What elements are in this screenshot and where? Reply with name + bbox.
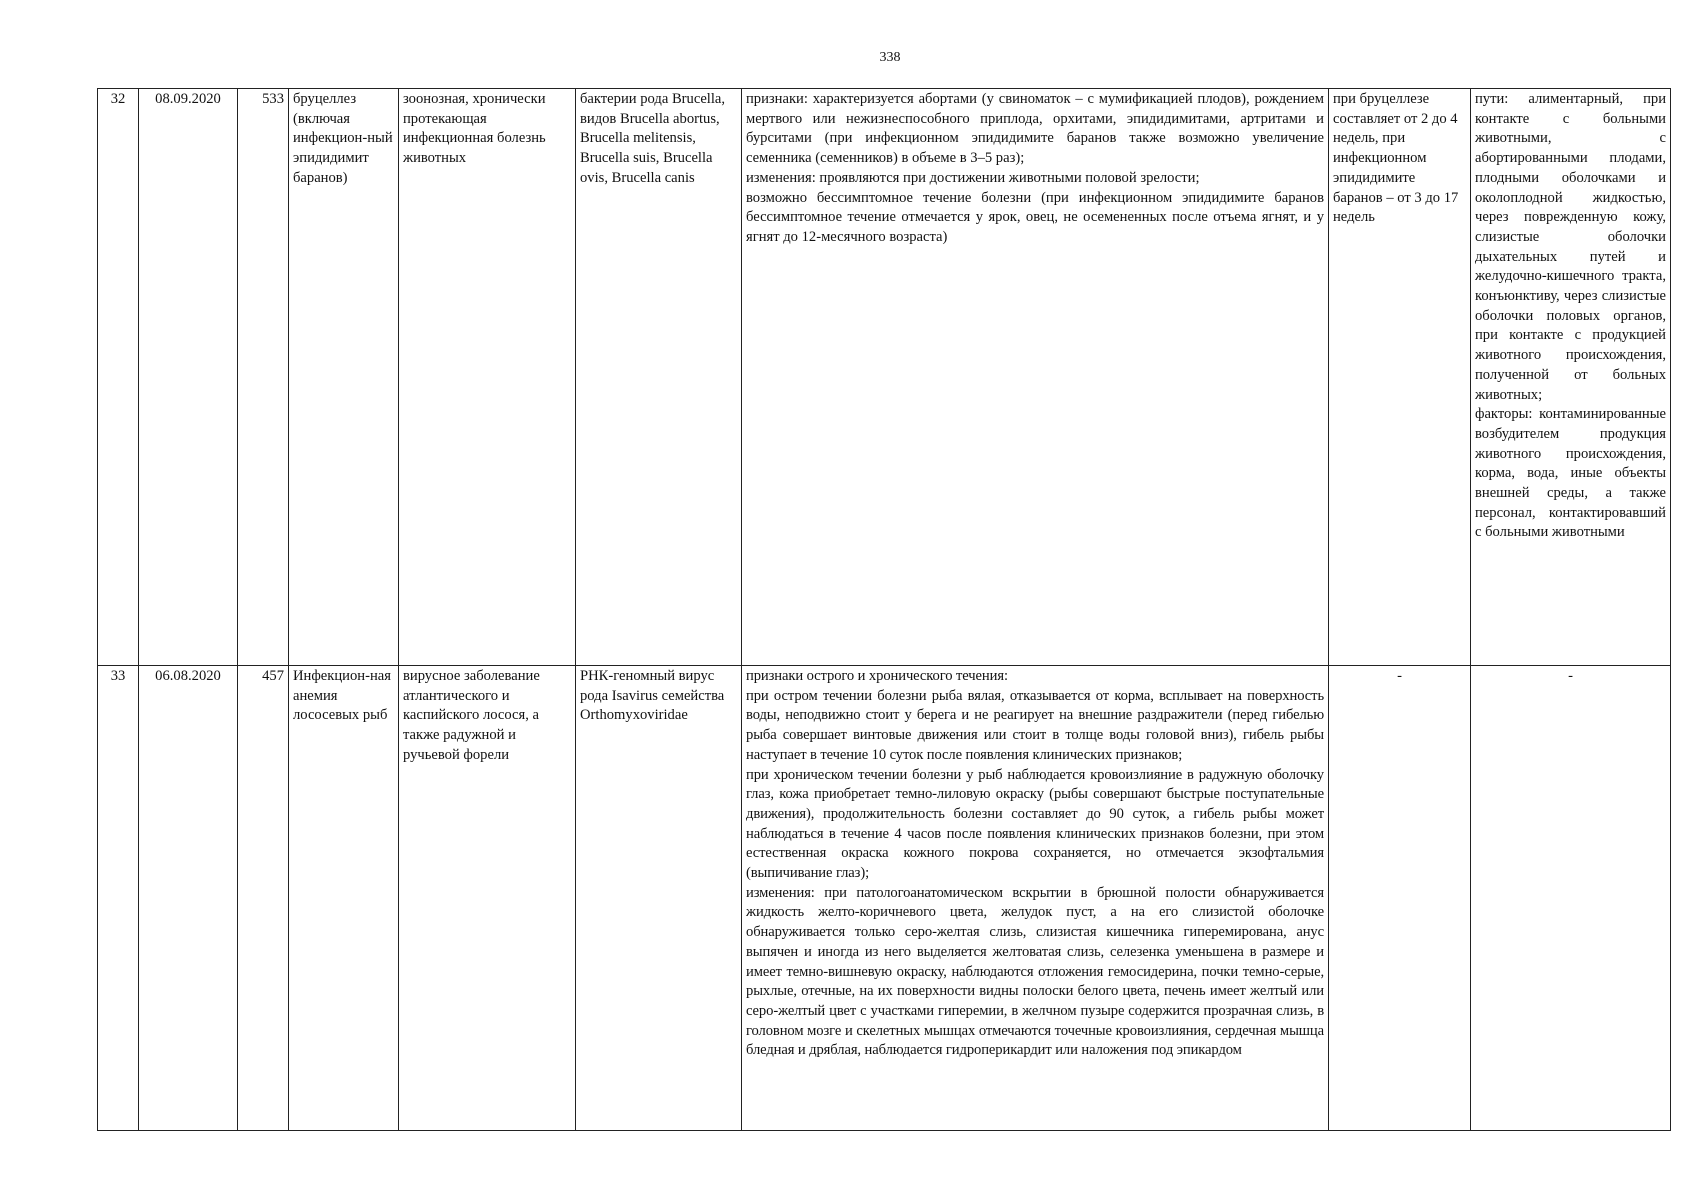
incubation-period: при бруцеллезе составляет от 2 до 4 недель, при инфекционном эпидидимите баранов – от 3 до 17 недель xyxy=(1329,89,1471,666)
incubation-period: - xyxy=(1329,666,1471,1131)
clinical-signs xyxy=(742,89,1329,666)
transmission-paragraph: пути: алиментарный, при контакте с больными животными, с абортированными плодами, плодными оболочками и околоплодной жидкостью, через поврежденную кожу, слизистые оболочки дыхательных путей и желудочно-кишечного тракта, конъюнктиву, через слизистые оболочки половых органов, при контакте с продукцией животного происхождения, полученной от больных животных; xyxy=(1475,91,1666,403)
transmission xyxy=(1471,89,1671,666)
transmission xyxy=(1471,666,1671,1131)
causative-agent: РНК-геномный вирус рода Isavirus семейства Orthomyxoviridae xyxy=(576,666,742,1131)
transmission-paragraph: - xyxy=(1568,668,1573,684)
order-number: 457 xyxy=(238,666,289,1131)
order-number: 533 xyxy=(238,89,289,666)
page-number: 338 xyxy=(879,50,901,65)
signs-paragraph: возможно бессимптомное течение болезни (при инфекционном эпидидимите баранов бессимптомное течение отмечается у ярок, овец, не осемененных после отъема ягнят, и у ягнят до 12-месячного возраста) xyxy=(746,189,1324,245)
signs-paragraph: при хроническом течении болезни у рыб наблюдается кровоизлияние в радужную оболочку глаз, кожа приобретает темно-лиловую окраску (рыбы совершают быстрые поступательные движения), продолжительность болезни составляет до 90 суток, а гибель рыбы может наблюдаться в течение 4 часов после появления клинических признаков болезни, при этом естественная окраска кожного покрова сохраняется, но отмечается экзофтальмия (выпичивание глаз); xyxy=(746,766,1324,882)
order-date: 06.08.2020 xyxy=(139,666,238,1131)
row-number: 33 xyxy=(98,666,139,1131)
signs-paragraph: признаки: характеризуется абортами (у свиноматок – с мумификацией плодов), рождением мертвого или нежизнеспособного приплода, орхитами, эпидидимитами, артритами и бурситами (при инфекционном эпидидимите баранов также возможно увеличение семенника (семенников) в объеме в 3–5 раз); xyxy=(746,91,1324,167)
row-number: 32 xyxy=(98,89,139,666)
order-date: 08.09.2020 xyxy=(139,89,238,666)
causative-agent: бактерии рода Brucella, видов Brucella abortus, Brucella melitensis, Brucella suis, Brucella ovis, Brucella canis xyxy=(576,89,742,666)
signs-paragraph: при остром течении болезни рыба вялая, отказывается от корма, всплывает на поверхность воды, неподвижно стоит у берега и не реагирует на внешние раздражители (перед гибелью рыба совершает винтовые движения или стоит в толще воды головой вниз), гибель рыбы наступает в течение 10 суток после появления клинических признаков; xyxy=(746,687,1324,763)
signs-paragraph: изменения: при патологоанатомическом вскрытии в брюшной полости обнаруживается жидкость желто-коричневого цвета, желудок пуст, а на его слизистой оболочке обнаруживается только серо-желтая слизь, слизистая кишечника гиперемирована, анус выпячен и иногда из него выделяется желтоватая слизь, селезенка уменьшена в размере и имеет темно-вишневую окраску, наблюдаются отложения гемосидерина, почки темно-серые, рыхлые, отечные, на их поверхности видны полоски белого цвета, печень имеет желтый или серо-желтый цвет с участками гиперемии, в желчном пузыре содержится прозрачная слизь, в головном мозге и скелетных мышцах отмечаются точечные кровоизлияния, сердечная мышца бледная и дряблая, наблюдается гидроперикардит или наложения под эпикардом xyxy=(746,884,1324,1059)
disease-name: Инфекцион-ная анемия лососевых рыб xyxy=(289,666,399,1131)
disease-table xyxy=(97,88,1671,1131)
signs-paragraph: признаки острого и хронического течения: xyxy=(746,668,1008,684)
table-row xyxy=(98,666,1671,1131)
transmission-paragraph: факторы: контаминированные возбудителем продукция животного происхождения, корма, вода, иные объекты внешней среды, а также персонал, контактировавший с больными животными xyxy=(1475,406,1666,541)
signs-paragraph: изменения: проявляются при достижении животными половой зрелости; xyxy=(746,169,1200,186)
disease-definition: зоонозная, хронически протекающая инфекционная болезнь животных xyxy=(399,89,576,666)
disease-name: бруцеллез (включая инфекцион-ный эпидидимит баранов) xyxy=(289,89,399,666)
disease-definition: вирусное заболевание атлантического и каспийского лосося, а также радужной и ручьевой форели xyxy=(399,666,576,1131)
table-row xyxy=(98,89,1671,666)
clinical-signs xyxy=(742,666,1329,1131)
